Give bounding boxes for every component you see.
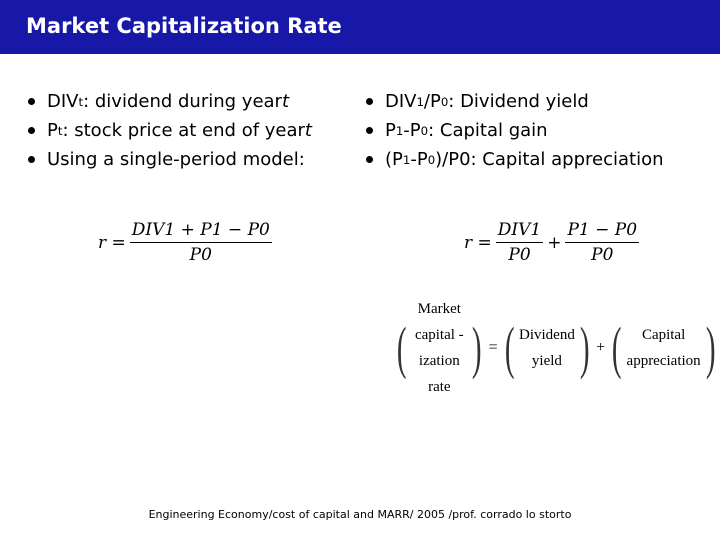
bullet-text: P [385, 120, 396, 141]
subscript: 1 [395, 123, 404, 138]
term-line: Market capital - [414, 301, 464, 343]
subscript: t [57, 123, 63, 138]
left-bullet-list [28, 87, 312, 174]
plus-sign: + [547, 232, 562, 253]
fraction-numerator: P1 − P0 [565, 220, 639, 243]
list-item [28, 145, 312, 174]
bullet-icon [28, 127, 35, 134]
term-market-capitalization-rate [392, 296, 487, 400]
fraction-numerator: DIV1 + P1 − P0 [130, 220, 272, 243]
left-paren-icon: ( [504, 315, 515, 380]
list-item [28, 87, 312, 116]
left-paren-icon: ( [612, 315, 622, 380]
term-dividend-yield [500, 315, 594, 380]
bullet-text: )/P0: Capital appreciation [435, 149, 664, 170]
list-item [366, 87, 664, 116]
equals-sign: = [488, 339, 498, 356]
subscript: 0 [420, 123, 429, 138]
fraction [565, 220, 639, 265]
bullet-icon [28, 156, 35, 163]
right-paren-icon: ) [705, 315, 716, 380]
left-paren-icon: ( [396, 315, 407, 380]
fraction [496, 220, 543, 265]
formula-split [464, 220, 643, 265]
bullet-text: DIV [385, 91, 417, 112]
subscript: 0 [427, 152, 436, 167]
slide-title: Market Capitalization Rate [26, 14, 342, 38]
bullet-text: DIV [47, 91, 79, 112]
term-line: yield [531, 353, 562, 369]
bullet-text: : dividend during year [83, 91, 282, 112]
bullet-text: P [47, 120, 58, 141]
italic-variable: t [304, 120, 312, 141]
bullet-text: (P [385, 149, 403, 170]
formula-single-period [98, 220, 276, 265]
bullet-icon [366, 127, 373, 134]
fraction-denominator: P0 [189, 245, 212, 265]
right-paren-icon: ) [579, 315, 590, 380]
list-item [366, 116, 664, 145]
bullet-icon [28, 98, 35, 105]
plus-sign: + [596, 339, 606, 356]
term-line: Capital [641, 327, 686, 343]
fraction-numerator: DIV1 [496, 220, 543, 243]
bullet-icon [366, 98, 373, 105]
slide-footer: Engineering Economy/cost of capital and MARR/ 2005 /prof. corrado lo storto [148, 508, 572, 521]
bullet-text: -P [410, 149, 428, 170]
bullet-text: Using a single-period model: [47, 149, 305, 170]
italic-variable: t [281, 91, 290, 112]
bullet-icon [366, 156, 373, 163]
bullet-text: -P [403, 120, 421, 141]
formula-lhs: r = [464, 232, 492, 253]
term-line: Dividend [519, 327, 575, 343]
bullet-text: : Capital gain [428, 120, 548, 141]
fraction-denominator: P0 [508, 245, 531, 265]
title-bar [0, 0, 720, 54]
bullet-text: : Dividend yield [448, 91, 589, 112]
subscript: t [78, 94, 84, 109]
bullet-text: /P [423, 91, 441, 112]
right-bullet-list [366, 87, 664, 174]
fraction [130, 220, 272, 265]
list-item [366, 145, 664, 174]
subscript: 0 [440, 94, 449, 109]
formula-lhs: r = [98, 232, 126, 253]
subscript: 1 [416, 94, 424, 109]
word-equation [392, 296, 720, 400]
term-line: appreciation [626, 353, 701, 369]
subscript: 1 [402, 152, 411, 167]
bullet-text: : stock price at end of year [62, 120, 305, 141]
term-capital-appreciation [607, 315, 720, 380]
list-item [28, 116, 312, 145]
fraction-denominator: P0 [591, 245, 614, 265]
term-line: ization rate [418, 353, 460, 395]
right-paren-icon: ) [472, 315, 482, 380]
